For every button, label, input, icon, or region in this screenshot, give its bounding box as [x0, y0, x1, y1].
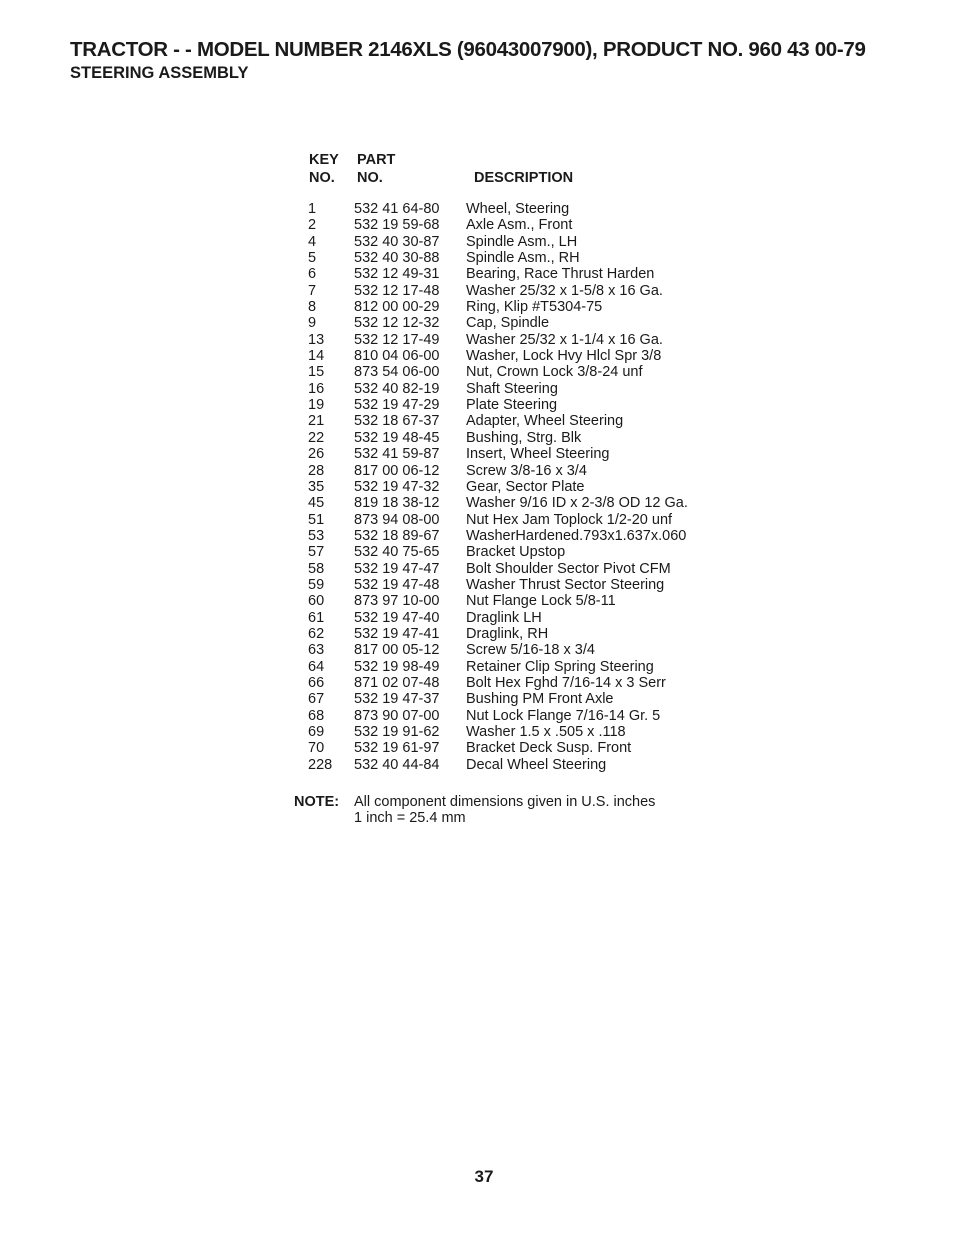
part-description: Bearing, Race Thrust Harden	[466, 266, 655, 283]
note-text	[354, 794, 655, 826]
key-no: 64	[308, 658, 325, 675]
part-description: Bolt Hex Fghd 7/16-14 x 3 Serr	[466, 674, 666, 691]
part-description: Wheel, Steering	[466, 201, 570, 217]
key-no: 70	[308, 740, 325, 757]
key-no: 9	[308, 315, 317, 332]
part-description: Washer 25/32 x 1-1/4 x 16 Ga.	[466, 331, 663, 348]
description-header: DESCRIPTION	[474, 170, 574, 186]
part-description: Decal Wheel Steering	[466, 756, 607, 773]
key-no: 4	[308, 233, 317, 250]
key-no: 58	[308, 560, 325, 577]
key-no: 59	[308, 576, 325, 593]
part-no: 532 19 47-29	[354, 397, 440, 414]
part-no: 532 19 47-37	[354, 691, 440, 708]
key-no: 2	[308, 217, 317, 234]
part-header-line1: PART	[357, 152, 396, 168]
key-no: 16	[308, 380, 325, 397]
part-no: 532 41 64-80	[354, 201, 440, 217]
part-description: Plate Steering	[466, 397, 558, 414]
part-no: 532 12 49-31	[354, 266, 440, 283]
key-no: 68	[308, 707, 325, 724]
note-line-2: 1 inch = 25.4 mm	[354, 810, 466, 826]
part-description: Cap, Spindle	[466, 315, 550, 332]
page-number: 37	[474, 1167, 494, 1186]
note-label: NOTE:	[294, 794, 340, 810]
key-no: 228	[308, 756, 333, 773]
part-no: 873 97 10-00	[354, 593, 440, 610]
part-no: 532 40 75-65	[354, 544, 440, 561]
part-description: Shaft Steering	[466, 380, 558, 397]
part-no: 817 00 05-12	[354, 642, 440, 659]
key-no: 63	[308, 642, 325, 659]
key-no: 51	[308, 511, 325, 528]
key-no: 26	[308, 446, 325, 463]
part-description: Bolt Shoulder Sector Pivot CFM	[466, 560, 671, 577]
part-no: 532 19 47-40	[354, 609, 440, 626]
part-description: Bracket Upstop	[466, 544, 566, 561]
part-description: Bracket Deck Susp. Front	[466, 740, 632, 757]
part-no: 873 90 07-00	[354, 707, 440, 724]
part-description: Spindle Asm., LH	[466, 233, 578, 250]
part-no: 873 54 06-00	[354, 364, 440, 381]
key-header-line2: NO.	[309, 170, 335, 186]
part-no: 532 40 30-88	[354, 250, 440, 267]
key-no: 57	[308, 544, 325, 561]
part-no: 532 18 89-67	[354, 527, 440, 544]
part-no: 810 04 06-00	[354, 348, 440, 365]
part-description: Nut Hex Jam Toplock 1/2-20 unf	[466, 511, 673, 528]
part-no: 871 02 07-48	[354, 674, 440, 691]
part-description: Gear, Sector Plate	[466, 478, 585, 495]
part-no: 532 18 67-37	[354, 413, 440, 430]
key-no: 60	[308, 593, 325, 610]
part-header-line2: NO.	[357, 170, 383, 186]
part-no: 532 19 47-32	[354, 478, 440, 495]
page-title: TRACTOR - - MODEL NUMBER 2146XLS (96043007900), PRODUCT NO. 960 43 00-79	[70, 38, 866, 61]
part-description: Screw 5/16-18 x 3/4	[466, 642, 595, 659]
note-line-1: All component dimensions given in U.S. inches	[354, 794, 656, 810]
part-no: 532 19 59-68	[354, 217, 440, 234]
part-description: Axle Asm., Front	[466, 217, 573, 234]
key-no: 1	[308, 201, 317, 217]
part-no: 532 19 91-62	[354, 724, 440, 740]
part-no: 532 19 98-49	[354, 658, 440, 675]
part-description: Draglink LH	[466, 609, 542, 626]
part-no: 532 19 61-97	[354, 740, 440, 757]
part-description: Nut Lock Flange 7/16-14 Gr. 5	[466, 707, 661, 724]
part-description: Nut Flange Lock 5/8-11	[466, 593, 616, 610]
key-no: 7	[308, 282, 317, 299]
part-no: 532 41 59-87	[354, 446, 440, 463]
part-description: Washer 1.5 x .505 x .118	[466, 724, 626, 740]
part-no: 532 19 47-47	[354, 560, 440, 577]
part-description: Draglink, RH	[466, 625, 549, 642]
part-no: 532 40 30-87	[354, 233, 440, 250]
part-description: Washer, Lock Hvy Hlcl Spr 3/8	[466, 348, 662, 365]
key-header-line1: KEY	[309, 152, 339, 168]
key-no: 22	[308, 429, 325, 446]
part-description: Nut, Crown Lock 3/8-24 unf	[466, 364, 643, 381]
key-no: 28	[308, 462, 325, 479]
part-description: Washer 25/32 x 1-5/8 x 16 Ga.	[466, 282, 663, 299]
key-no: 35	[308, 478, 325, 495]
part-description: Spindle Asm., RH	[466, 250, 580, 267]
part-description: Screw 3/8-16 x 3/4	[466, 462, 587, 479]
key-no: 21	[308, 413, 325, 430]
part-description: Bushing, Strg. Blk	[466, 429, 582, 446]
key-no: 69	[308, 724, 325, 740]
part-description: Washer 9/16 ID x 2-3/8 OD 12 Ga.	[466, 495, 688, 512]
part-description: Washer Thrust Sector Steering	[466, 576, 665, 593]
key-no: 14	[308, 348, 325, 365]
key-no: 66	[308, 674, 325, 691]
part-description: Adapter, Wheel Steering	[466, 413, 624, 430]
part-no: 532 19 47-48	[354, 576, 440, 593]
part-no: 532 12 12-32	[354, 315, 440, 332]
part-no: 817 00 06-12	[354, 462, 440, 479]
part-description: Ring, Klip #T5304-75	[466, 299, 603, 316]
part-no: 532 19 48-45	[354, 429, 440, 446]
key-no: 61	[308, 609, 325, 626]
key-no: 19	[308, 397, 325, 414]
part-description: WasherHardened.793x1.637x.060	[466, 527, 687, 544]
key-no: 13	[308, 331, 325, 348]
part-no: 532 12 17-48	[354, 282, 440, 299]
key-no: 8	[308, 299, 317, 316]
part-no: 532 40 82-19	[354, 380, 440, 397]
part-no: 812 00 00-29	[354, 299, 440, 316]
part-no: 819 18 38-12	[354, 495, 440, 512]
key-no: 45	[308, 495, 325, 512]
key-no: 62	[308, 625, 325, 642]
key-no: 5	[308, 250, 317, 267]
part-no: 532 40 44-84	[354, 756, 440, 773]
part-description: Insert, Wheel Steering	[466, 446, 610, 463]
key-no: 6	[308, 266, 317, 283]
key-no: 67	[308, 691, 325, 708]
part-no: 532 19 47-41	[354, 625, 440, 642]
key-no: 53	[308, 527, 325, 544]
part-no: 532 12 17-49	[354, 331, 440, 348]
part-description: Bushing PM Front Axle	[466, 691, 614, 708]
section-title: STEERING ASSEMBLY	[70, 64, 249, 82]
key-no: 15	[308, 364, 325, 381]
part-no: 873 94 08-00	[354, 511, 440, 528]
part-description: Retainer Clip Spring Steering	[466, 658, 654, 675]
